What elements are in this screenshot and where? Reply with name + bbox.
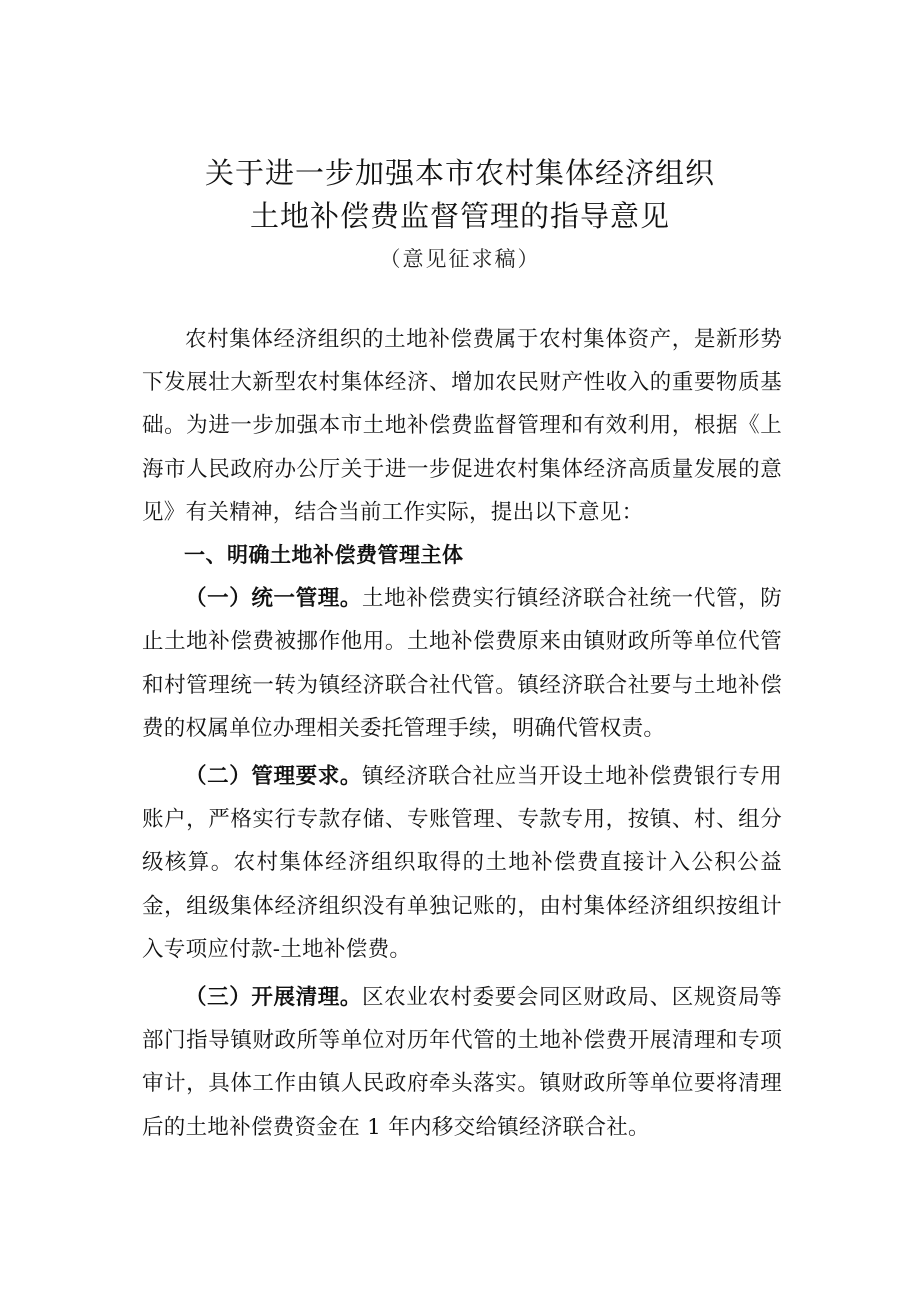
clause-3-text: 区农业农村委要会同区财政局、区规资局等部门指导镇财政所等单位对历年代管的土地补偿费开展清理和专项审计，具体工作由镇人民政府牵头落实。镇财政所等单位要将清理后的土地补偿费资金在 1 年内移交给镇经济联合社。 bbox=[142, 985, 782, 1140]
clause-2 bbox=[142, 755, 782, 971]
clause-1-lead: （一）统一管理。 bbox=[185, 586, 362, 612]
intro-paragraph: 农村集体经济组织的土地补偿费属于农村集体资产，是新形势下发展壮大新型农村集体经济、增加农民财产性收入的重要物质基础。为进一步加强本市土地补偿费监督管理和有效利用，根据《上海市人民政府办公厅关于进一步促进农村集体经济高质量发展的意见》有关精神，结合当前工作实际，提出以下意见： bbox=[142, 327, 782, 525]
clause-3 bbox=[142, 976, 782, 1149]
clause-1-text: 土地补偿费实行镇经济联合社统一代管，防止土地补偿费被挪作他用。土地补偿费原来由镇财政所等单位代管和村管理统一转为镇经济联合社代管。镇经济联合社要与土地补偿费的权属单位办理相关委托管理手续，明确代管权责。 bbox=[142, 586, 782, 741]
document-subtitle: （意见征求稿） bbox=[379, 247, 541, 271]
clause-2-lead: （二）管理要求。 bbox=[185, 764, 362, 790]
clause-3-lead: （三）开展清理。 bbox=[185, 985, 362, 1011]
clause-1 bbox=[142, 577, 782, 750]
section-heading-1: 一、明确土地补偿费管理主体 bbox=[184, 543, 464, 568]
clause-2-text: 镇经济联合社应当开设土地补偿费银行专用账户，严格实行专款存储、专账管理、专款专用，按镇、村、组分级核算。农村集体经济组织取得的土地补偿费直接计入公积公益金，组级集体经济组织没有单独记账的，由村集体经济组织按组计入专项应付款-土地补偿费。 bbox=[142, 764, 782, 962]
document-body bbox=[142, 318, 782, 1149]
document-title-line-1: 关于进一步加强本市农村集体经济组织 bbox=[204, 156, 715, 190]
document-title-line-2: 土地补偿费监督管理的指导意见 bbox=[249, 199, 670, 233]
